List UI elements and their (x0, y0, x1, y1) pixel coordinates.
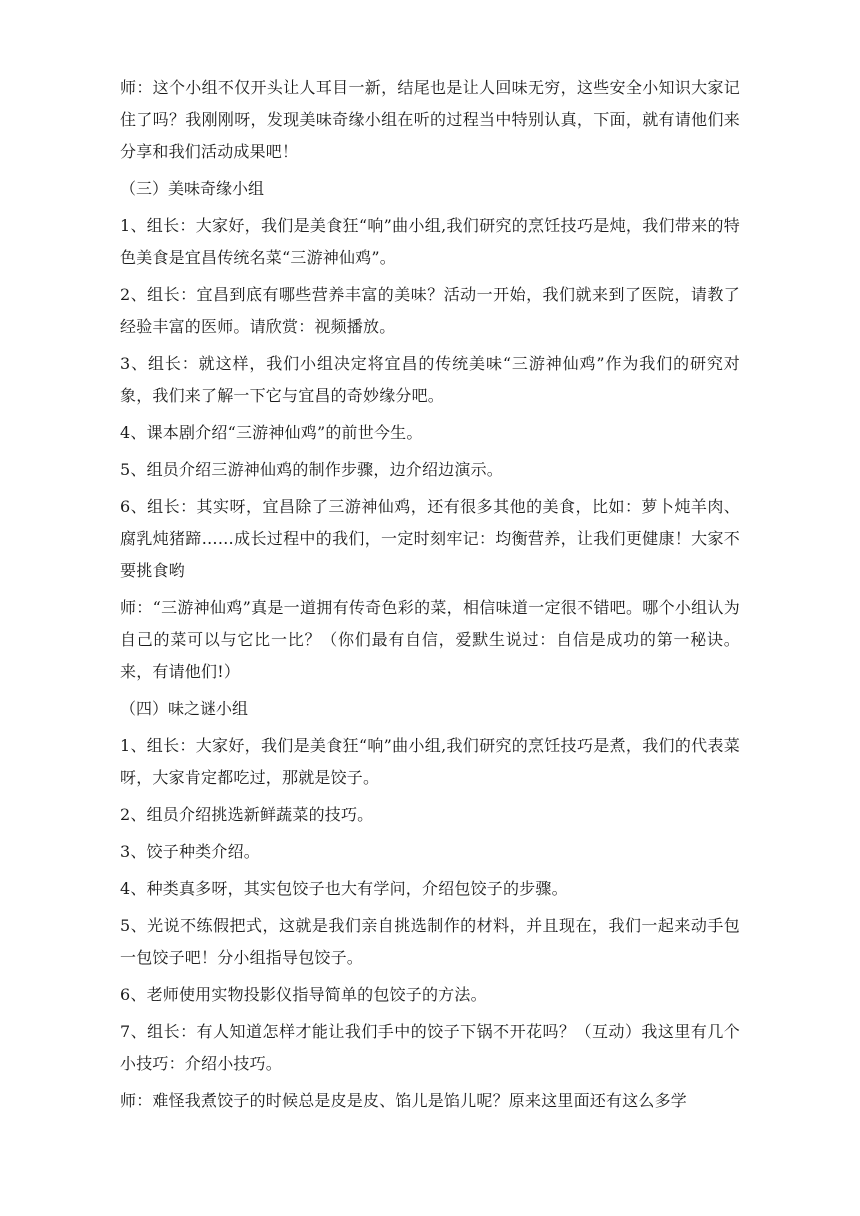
step-4-3: 3、饺子种类介绍。 (120, 842, 260, 861)
step-3-1: 1、组长：大家好，我们是美食狂“响”曲小组,我们研究的烹饪技巧是炖，我们带来的特色美食是宜昌传统名菜“三游神仙鸡”。 (120, 216, 740, 267)
step-4-6: 6、老师使用实物投影仪指导简单的包饺子的方法。 (120, 985, 487, 1004)
step-3-3: 3、组长：就这样，我们小组决定将宜昌的传统美味“三游神仙鸡”作为我们的研究对象，我们来了解一下它与宜昌的奇妙缘分吧。 (120, 354, 740, 405)
step-3-4: 4、课本剧介绍“三游神仙鸡”的前世今生。 (120, 423, 423, 442)
teacher-remark-2: 师：“三游神仙鸡”真是一道拥有传奇色彩的菜，相信味道一定很不错吧。哪个小组认为自己的菜可以与它比一比？（你们最有自信，爱默生说过：自信是成功的第一秘诀。来，有请他们!） (120, 598, 740, 681)
teacher-remark-3: 师：难怪我煮饺子的时候总是皮是皮、馅儿是馅儿呢？原来这里面还有这么多学 (120, 1091, 688, 1110)
step-4-4: 4、种类真多呀，其实包饺子也大有学问，介绍包饺子的步骤。 (120, 879, 568, 898)
section-heading-3: （三）美味奇缘小组 (120, 179, 265, 198)
teacher-remark-1: 师：这个小组不仅开头让人耳目一新，结尾也是让人回味无穷，这些安全小知识大家记住了吗？我刚刚呀，发现美味奇缘小组在听的过程当中特别认真，下面，就有请他们来分享和我们活动成果吧！ (120, 78, 740, 161)
step-3-2: 2、组长：宜昌到底有哪些营养丰富的美味？活动一开始，我们就来到了医院，请教了经验丰富的医师。请欣赏：视频播放。 (120, 285, 740, 336)
step-4-1: 1、组长：大家好，我们是美食狂“响”曲小组,我们研究的烹饪技巧是煮，我们的代表菜呀，大家肯定都吃过，那就是饺子。 (120, 736, 740, 787)
step-4-7: 7、组长：有人知道怎样才能让我们手中的饺子下锅不开花吗？（互动）我这里有几个小技巧：介绍小技巧。 (120, 1022, 740, 1073)
document-body (120, 72, 740, 1122)
step-3-6: 6、组长：其实呀，宜昌除了三游神仙鸡，还有很多其他的美食，比如：萝卜炖羊肉、腐乳炖猪蹄……成长过程中的我们，一定时刻牢记：均衡营养，让我们更健康！大家不要挑食哟 (120, 497, 740, 580)
section-heading-4: （四）味之谜小组 (120, 699, 249, 718)
step-4-5: 5、光说不练假把式，这就是我们亲自挑选制作的材料，并且现在，我们一起来动手包一包饺子吧！分小组指导包饺子。 (120, 916, 740, 967)
step-4-2: 2、组员介绍挑选新鲜蔬菜的技巧。 (120, 805, 374, 824)
step-3-5: 5、组员介绍三游神仙鸡的制作步骤，边介绍边演示。 (120, 460, 503, 479)
